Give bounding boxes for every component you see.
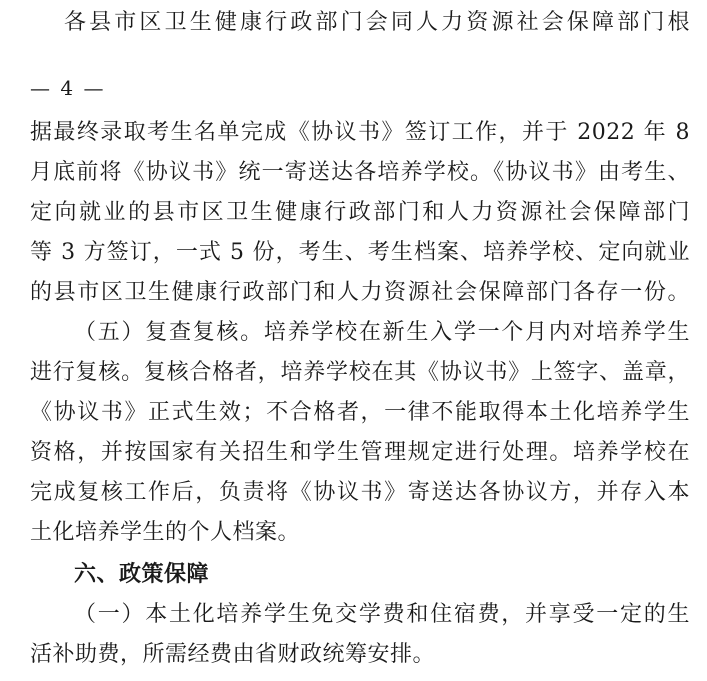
paragraph-line: 资格，并按国家有关招生和学生管理规定进行处理。培养学校在 bbox=[30, 440, 690, 465]
paragraph-line: （一）本土化培养学生免交学费和住宿费，并享受一定的生 bbox=[74, 602, 690, 627]
paragraph-line: 定向就业的县市区卫生健康行政部门和人力资源社会保障部门 bbox=[30, 200, 690, 225]
paragraph-line: 据最终录取考生名单完成《协议书》签订工作，并于 2022 年 8 bbox=[30, 120, 690, 145]
section-heading: 六、政策保障 bbox=[74, 562, 210, 587]
paragraph-line: 等 3 方签订，一式 5 份，考生、考生档案、培养学校、定向就业 bbox=[30, 240, 690, 265]
paragraph-line: 月底前将《协议书》统一寄送达各培养学校。《协议书》由考生、 bbox=[30, 160, 690, 185]
continued-text-line: 各县市区卫生健康行政部门会同人力资源社会保障部门根 bbox=[64, 10, 690, 35]
paragraph-line: 进行复核。复核合格者，培养学校在其《协议书》上签字、盖章， bbox=[30, 360, 690, 385]
page-number: — 4 — bbox=[30, 76, 106, 100]
paragraph-line: 完成复核工作后，负责将《协议书》寄送达各协议方，并存入本 bbox=[30, 480, 690, 505]
paragraph-line: 活补助费，所需经费由省财政统筹安排。 bbox=[30, 642, 436, 667]
paragraph-line: （五）复查复核。培养学校在新生入学一个月内对培养学生 bbox=[74, 320, 690, 345]
paragraph-line: 《协议书》正式生效；不合格者，一律不能取得本土化培养学生 bbox=[30, 400, 690, 425]
paragraph-line: 土化培养学生的个人档案。 bbox=[30, 520, 301, 545]
paragraph-line: 的县市区卫生健康行政部门和人力资源社会保障部门各存一份。 bbox=[30, 280, 690, 305]
